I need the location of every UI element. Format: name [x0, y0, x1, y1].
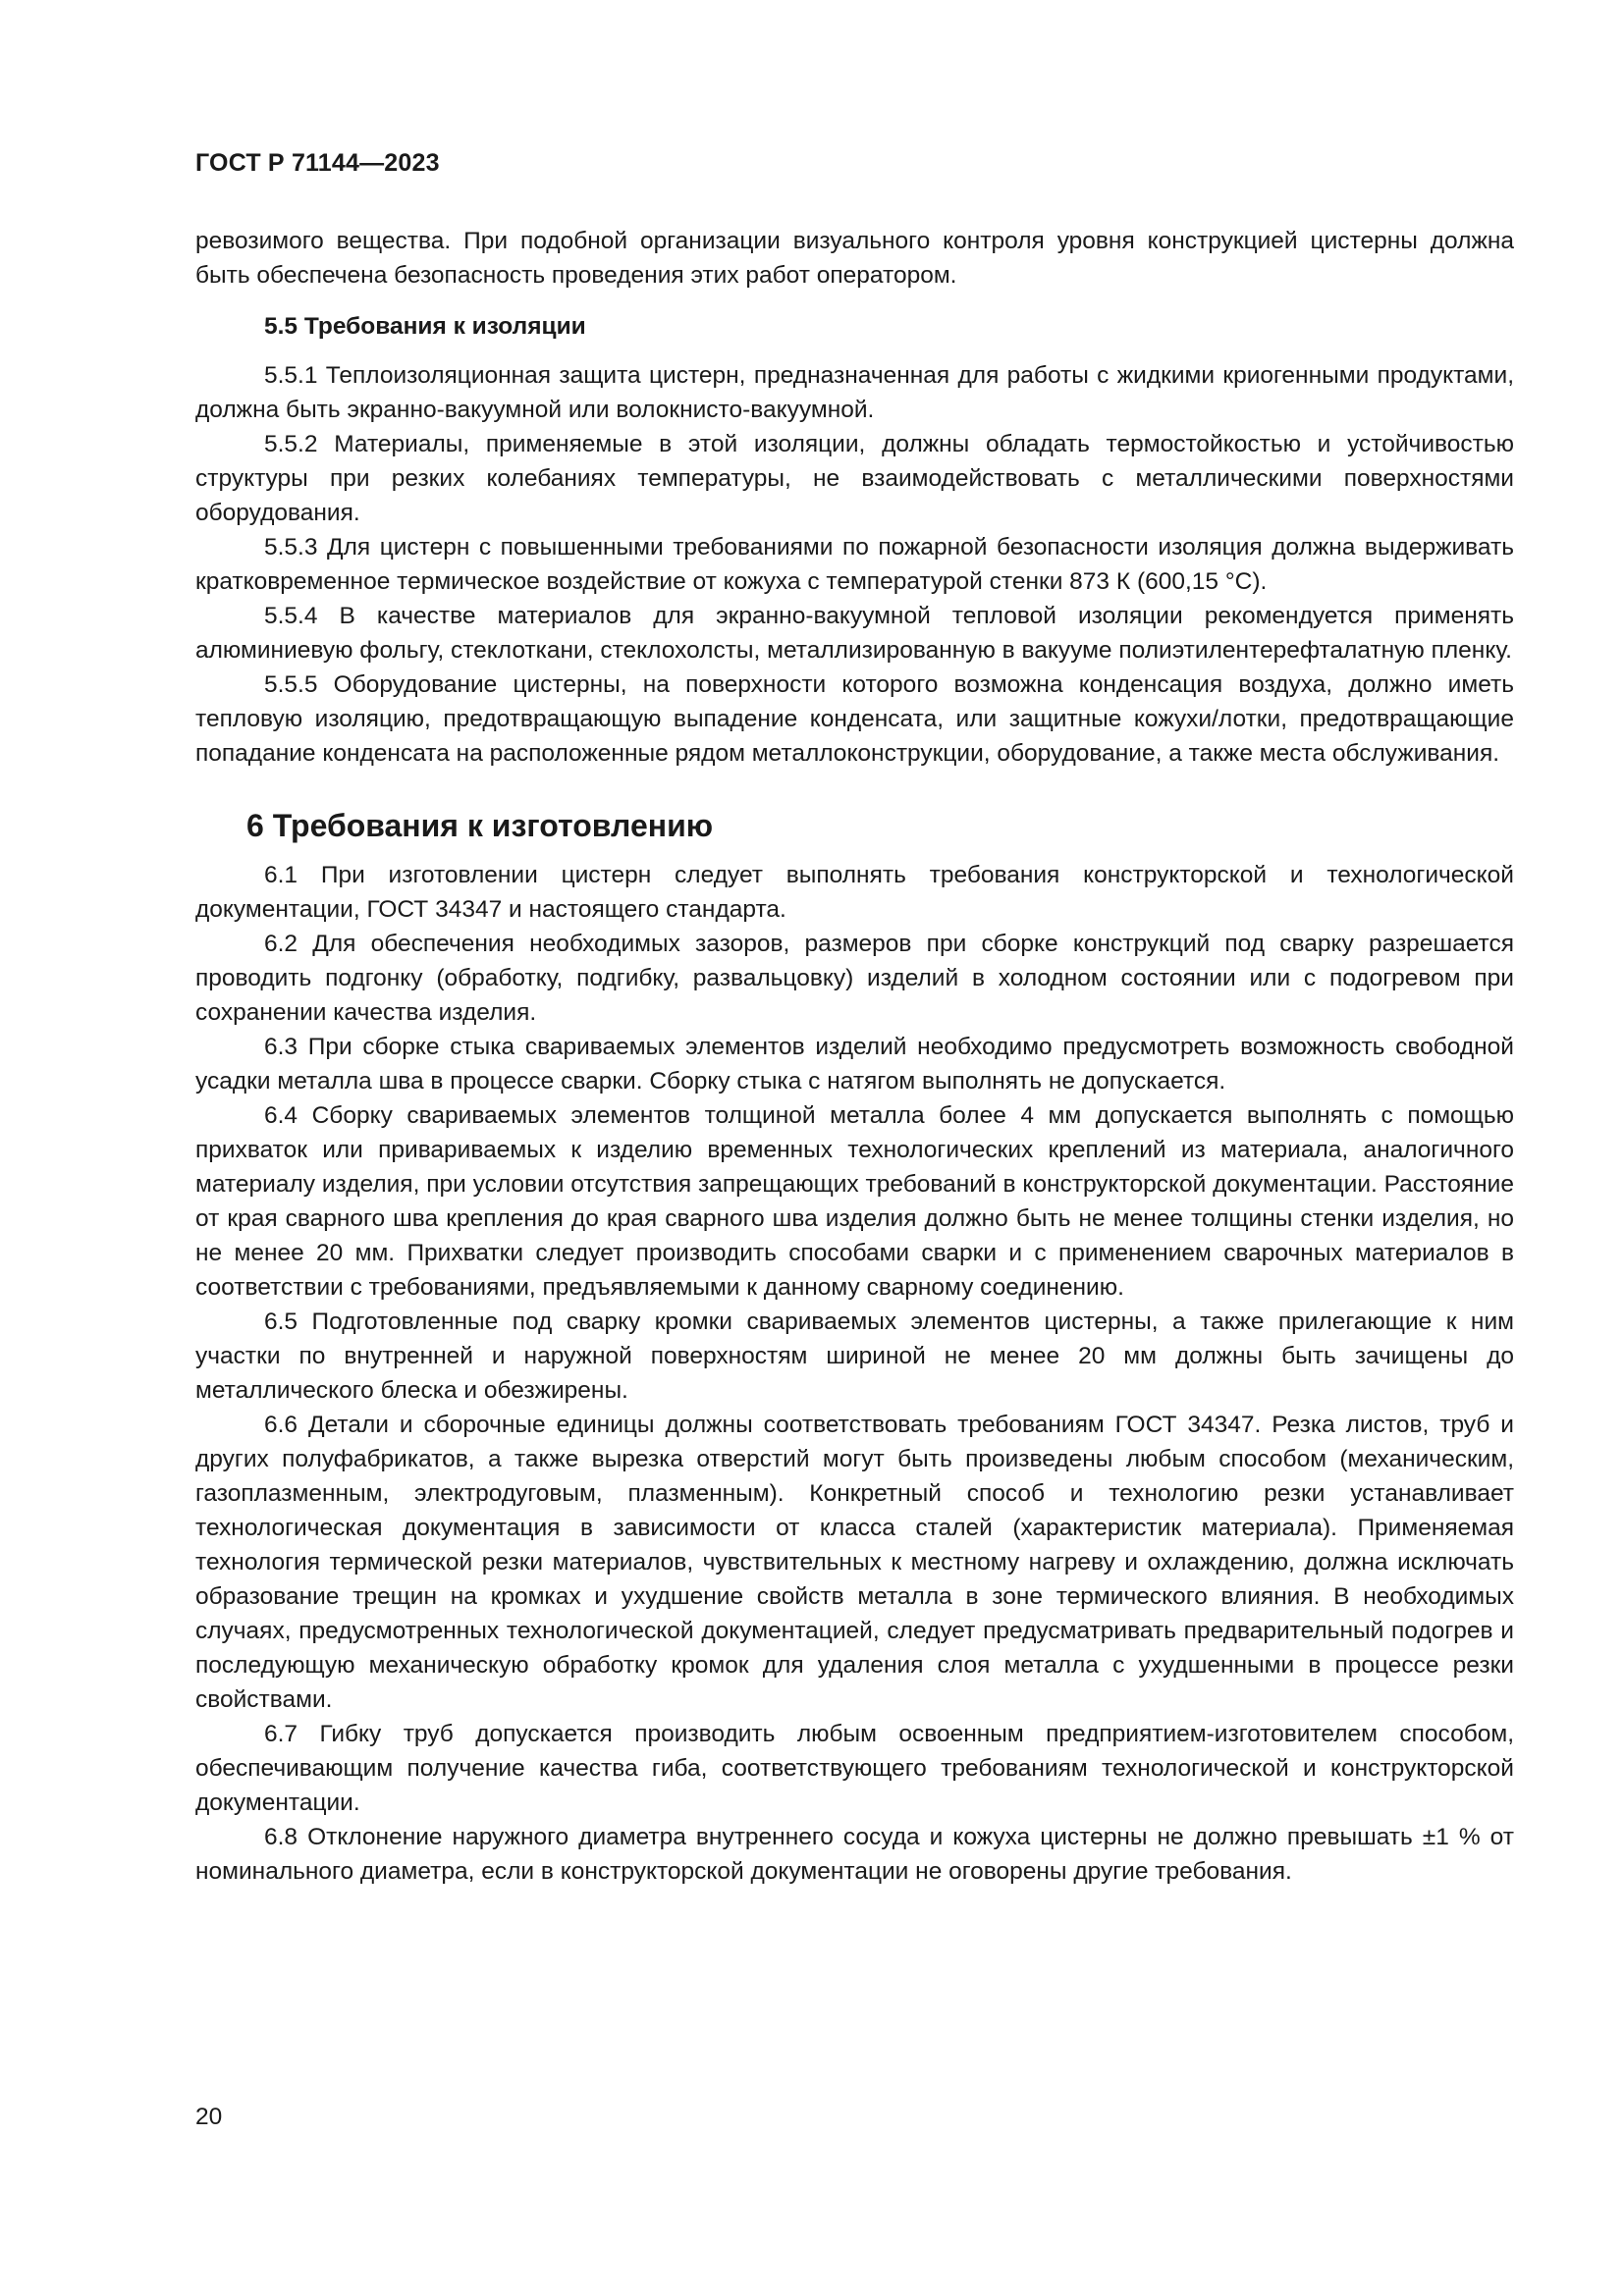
paragraph-5-5-1: 5.5.1 Теплоизоляционная защита цистерн, предназначенная для работы с жидкими криогенными продуктами, должна быть экранно-вакуумной или волокнисто-вакуумной. [195, 362, 1514, 423]
paragraph-6-4: 6.4 Сборку свариваемых элементов толщиной металла более 4 мм допускается выполнять с помощью прихваток или привариваемых к изделию временных технологических креплений из материала, аналогичного материалу изделия, при условии отсутствия запрещающих требований в конструкторской документации. Расстояние от края сварного шва крепления до края сварного шва изделия должно быть не менее толщины стенки изделия, но не менее 20 мм. Прихватки следует производить способами сварки и с применением сварочных материалов в соответствии с требованиями, предъявляемыми к данному сварному соединению. [195, 1102, 1514, 1301]
paragraph-6-8: 6.8 Отклонение наружного диаметра внутреннего сосуда и кожуха цистерны не должно превышать ±1 % от номинального диаметра, если в конструкторской документации не оговорены другие требования. [195, 1824, 1514, 1885]
document-header: ГОСТ Р 71144—2023 [195, 149, 440, 177]
document-body [195, 224, 1514, 1889]
paragraph-5-5-2: 5.5.2 Материалы, применяемые в этой изоляции, должны обладать термостойкостью и устойчивостью структуры при резких колебаниях температуры, не взаимодействовать с металлическими поверхностями оборудования. [195, 431, 1514, 526]
paragraph-6-3: 6.3 При сборке стыка свариваемых элементов изделий необходимо предусмотреть возможность свободной усадки металла шва в процессе сварки. Сборку стыка с натягом выполнять не допускается. [195, 1034, 1514, 1095]
paragraph-5-5-4: 5.5.4 В качестве материалов для экранно-вакуумной тепловой изоляции рекомендуется применять алюминиевую фольгу, стеклоткани, стеклохолсты, металлизированную в вакууме полиэтилентерефталатную пленку. [195, 603, 1514, 664]
section-heading-6: 6 Требования к изготовлению [246, 808, 714, 843]
paragraph-intro: ревозимого вещества. При подобной организации визуального контроля уровня конструкцией цистерны должна быть обеспечена безопасность проведения этих работ оператором. [195, 228, 1514, 289]
paragraph-6-5: 6.5 Подготовленные под сварку кромки свариваемых элементов цистерны, а также прилегающие к ним участки по внутренней и наружной поверхностям шириной не менее 20 мм должны быть зачищены до металлического блеска и обезжирены. [195, 1308, 1514, 1404]
paragraph-5-5-5: 5.5.5 Оборудование цистерны, на поверхности которого возможна конденсация воздуха, должно иметь тепловую изоляцию, предотвращающую выпадение конденсата, или защитные кожухи/лотки, предотвращающие попадание конденсата на расположенные рядом металлоконструкции, оборудование, а также места обслуживания. [195, 671, 1514, 767]
paragraph-6-1: 6.1 При изготовлении цистерн следует выполнять требования конструкторской и технологической документации, ГОСТ 34347 и настоящего стандарта. [195, 862, 1514, 923]
paragraph-6-6: 6.6 Детали и сборочные единицы должны соответствовать требованиям ГОСТ 34347. Резка листов, труб и других полуфабрикатов, а также вырезка отверстий могут быть произведены любым способом (механическим, газоплазменным, электродуговым, плазменным). Конкретный способ и технологию резки устанавливает технологическая документация в зависимости от класса сталей (характеристик материала). Применяемая технология термической резки материалов, чувствительных к местному нагреву и охлаждению, должна исключать образование трещин на кромках и ухудшение свойств металла в зоне термического влияния. В необходимых случаях, предусмотренных технологической документацией, следует предусматривать предварительный подогрев и последующую механическую обработку кромок для удаления слоя металла с ухудшенными в процессе резки свойствами. [195, 1412, 1514, 1713]
page-number: 20 [195, 2104, 223, 2130]
paragraph-6-7: 6.7 Гибку труб допускается производить любым освоенным предприятием-изготовителем способом, обеспечивающим получение качества гиба, соответствующего требованиям технологической и конструкторской документации. [195, 1721, 1514, 1816]
paragraph-5-5-3: 5.5.3 Для цистерн с повышенными требованиями по пожарной безопасности изоляция должна выдерживать кратковременное термическое воздействие от кожуха с температурой стенки 873 К (600,15 °С). [195, 534, 1514, 595]
subsection-heading-5-5: 5.5 Требования к изоляции [264, 313, 586, 340]
paragraph-6-2: 6.2 Для обеспечения необходимых зазоров, размеров при сборке конструкций под сварку разрешается проводить подгонку (обработку, подгибку, развальцовку) изделий в холодном состоянии или с подогревом при сохранении качества изделия. [195, 931, 1514, 1026]
